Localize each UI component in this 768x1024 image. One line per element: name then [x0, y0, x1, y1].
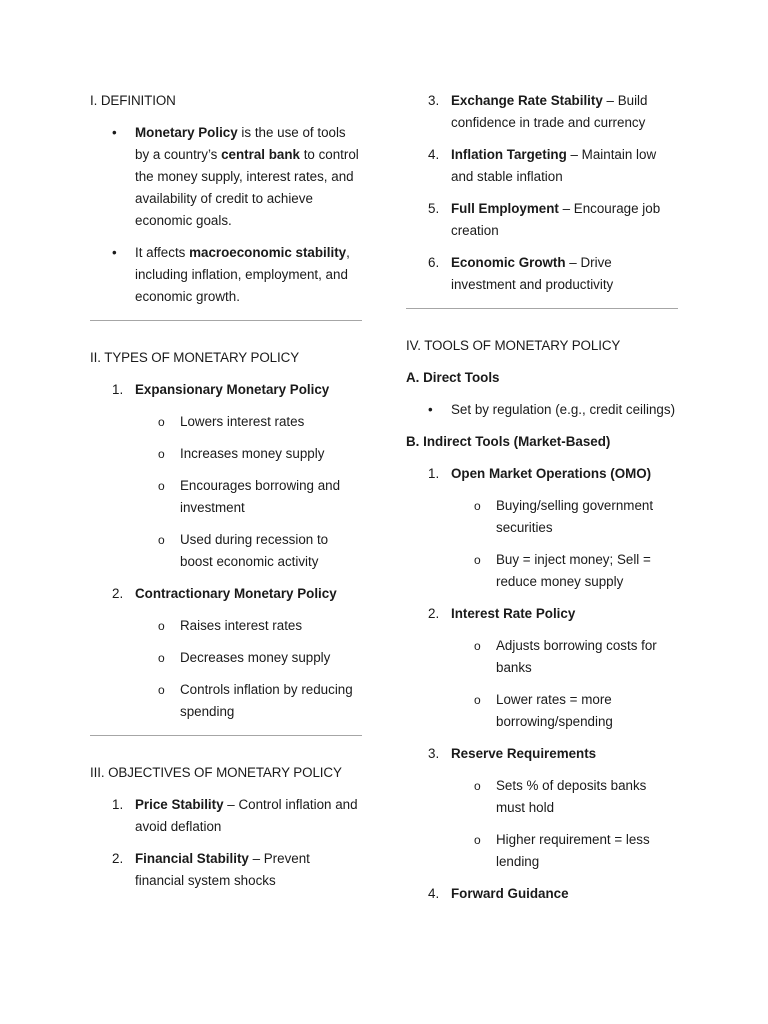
list-item: o Decreases money supply [135, 647, 362, 669]
indirect-tool-item-2: 2. Interest Rate Policy o Adjusts borrowing costs for banks o Lower rates = more borrowing/spending [406, 603, 678, 733]
circle-bullet-icon: o [474, 639, 481, 653]
circle-bullet-icon: o [158, 683, 165, 697]
list-item: o Used during recession to boost economic activity [135, 529, 362, 573]
bullet-icon: • [112, 125, 117, 140]
divider [90, 735, 362, 736]
indirect-tool-item-3: 3. Reserve Requirements o Sets % of deposits banks must hold o Higher requirement = less lending [406, 743, 678, 873]
list-item: o Controls inflation by reducing spending [135, 679, 362, 723]
indirect-tool-item-1-points [451, 495, 678, 593]
list-item: o Buying/selling government securities [451, 495, 678, 539]
objective-item: 4. Inflation Targeting – Maintain low and stable inflation [428, 147, 657, 184]
indirect-tool-item-4: 4. Forward Guidance [428, 886, 569, 901]
types-list [90, 379, 362, 723]
bullet-icon: • [112, 245, 117, 260]
types-item-1: 1. Expansionary Monetary Policy o Lowers interest rates o Increases money supply o Encourages borrowing and investment o Used during recession to boost economic activity [90, 379, 362, 573]
list-item: o Sets % of deposits banks must hold [451, 775, 678, 819]
indirect-tools-heading: B. Indirect Tools (Market-Based) [406, 434, 611, 449]
objective-item: 2. Financial Stability – Prevent financial system shocks [112, 851, 310, 888]
indirect-tool-item-2-points [451, 635, 678, 733]
types-item-2: 2. Contractionary Monetary Policy o Raises interest rates o Decreases money supply o Controls inflation by reducing spending [90, 583, 362, 723]
divider [90, 320, 362, 321]
circle-bullet-icon: o [158, 533, 165, 547]
bullet-icon: • [428, 402, 433, 417]
left-column [90, 90, 362, 902]
circle-bullet-icon: o [474, 833, 481, 847]
circle-bullet-icon: o [158, 619, 165, 633]
indirect-tool-item-1: 1. Open Market Operations (OMO) o Buying/selling government securities o Buy = inject money; Sell = reduce money supply [406, 463, 678, 593]
section-objectives-heading: III. OBJECTIVES OF MONETARY POLICY [90, 765, 342, 780]
list-item: • Set by regulation (e.g., credit ceilings) [406, 399, 678, 421]
list-item: o Adjusts borrowing costs for banks [451, 635, 678, 679]
list-item: o Higher requirement = less lending [451, 829, 678, 873]
objective-item: 5. Full Employment – Encourage job creation [428, 201, 661, 238]
circle-bullet-icon: o [158, 415, 165, 429]
definition-bullets [90, 122, 362, 308]
list-item: o Lower rates = more borrowing/spending [451, 689, 678, 733]
list-item: o Buy = inject money; Sell = reduce money supply [451, 549, 678, 593]
types-item-1-points [135, 411, 362, 573]
objective-item: 6. Economic Growth – Drive investment and productivity [428, 255, 614, 292]
circle-bullet-icon: o [474, 693, 481, 707]
definition-bullet-2: • It affects macroeconomic stability, including inflation, employment, and economic growth. [90, 242, 362, 308]
list-item: o Lowers interest rates [135, 411, 362, 433]
definition-bullet-1: • Monetary Policy is the use of tools by a country’s central bank to control the money supply, interest rates, and availability of credit to achieve economic goals. [90, 122, 362, 232]
objective-item: 1. Price Stability – Control inflation and avoid deflation [112, 797, 358, 834]
divider [406, 308, 678, 309]
circle-bullet-icon: o [474, 499, 481, 513]
types-item-2-points [135, 615, 362, 723]
direct-tools-bullets [406, 399, 678, 421]
list-item: o Increases money supply [135, 443, 362, 465]
section-definition-heading: I. DEFINITION [90, 93, 176, 108]
indirect-tool-item-3-points [451, 775, 678, 873]
section-tools-heading: IV. TOOLS OF MONETARY POLICY [406, 338, 621, 353]
direct-tools-heading: A. Direct Tools [406, 370, 500, 385]
objectives-list-left [90, 794, 362, 892]
right-column [406, 90, 678, 915]
list-item: o Raises interest rates [135, 615, 362, 637]
list-item: o Encourages borrowing and investment [135, 475, 362, 519]
objectives-list-right [406, 90, 678, 296]
objective-item: 3. Exchange Rate Stability – Build confidence in trade and currency [428, 93, 648, 130]
circle-bullet-icon: o [158, 651, 165, 665]
circle-bullet-icon: o [158, 479, 165, 493]
section-types-heading: II. TYPES OF MONETARY POLICY [90, 350, 300, 365]
circle-bullet-icon: o [474, 779, 481, 793]
indirect-tools-list [406, 463, 678, 905]
circle-bullet-icon: o [158, 447, 165, 461]
circle-bullet-icon: o [474, 553, 481, 567]
